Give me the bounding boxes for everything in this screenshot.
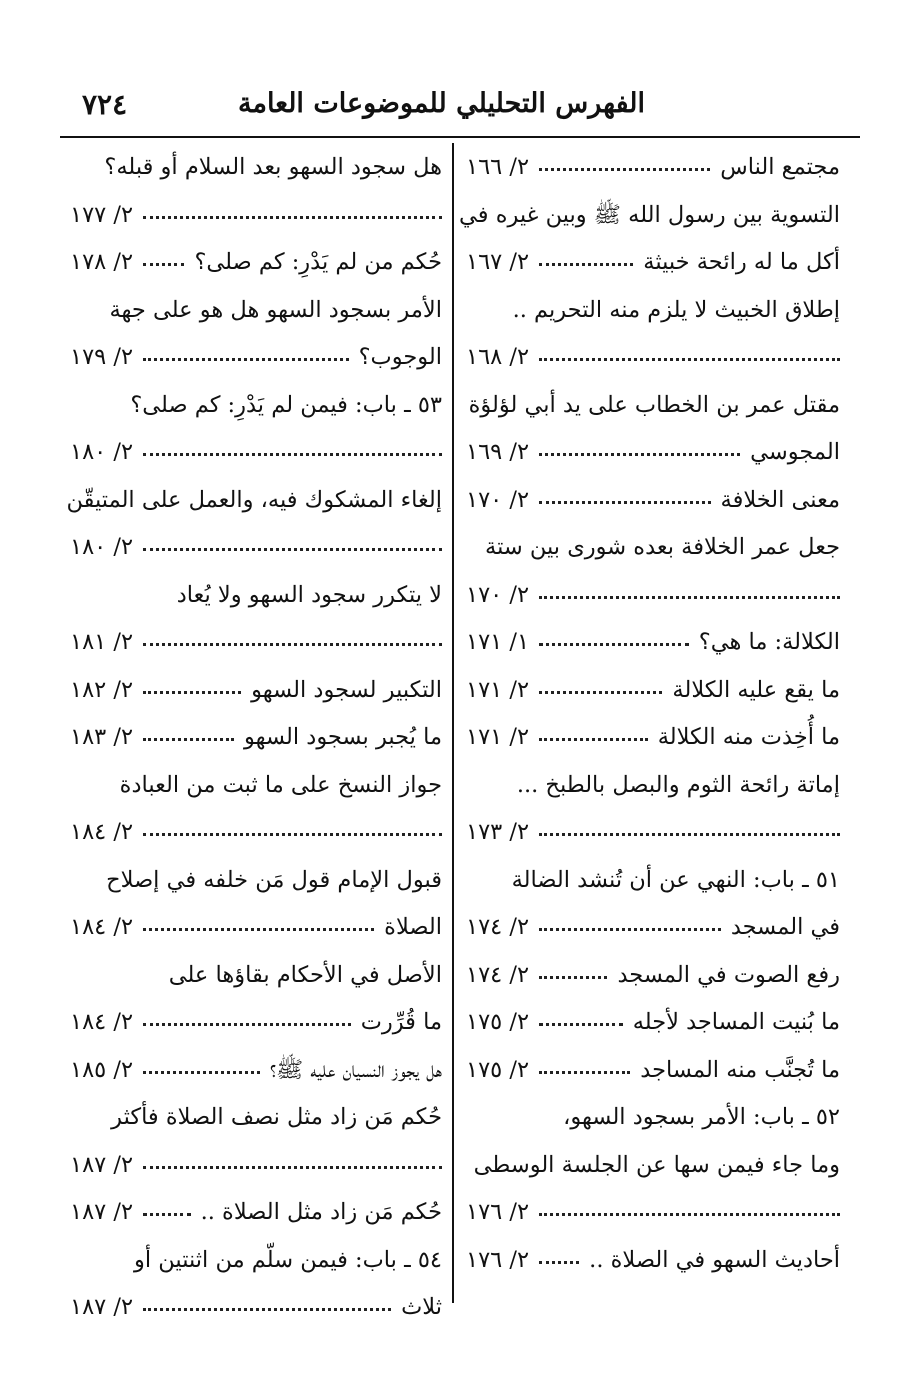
- entry-text: مجتمع الناس: [720, 154, 840, 180]
- index-entry: [462, 1049, 840, 1097]
- entry-page-ref: ٢/ ١٦٦: [466, 154, 530, 180]
- index-entry: [462, 1239, 840, 1287]
- entry-text: الكلالة: ما هي؟: [698, 629, 840, 655]
- leader-dots: [143, 1213, 191, 1216]
- index-entry: [66, 669, 442, 717]
- entry-text: معنى الخلافة: [720, 486, 840, 513]
- leader-dots: [539, 643, 689, 646]
- index-entry: [462, 1001, 840, 1049]
- entry-text: ٥٤ ـ باب: فيمن سلّم من اثنتين أو: [134, 1246, 442, 1273]
- entry-page-ref: ٢/ ١٧٦: [466, 1199, 530, 1225]
- entry-page-ref: ٢/ ١٧٤: [466, 914, 530, 940]
- entry-text: حُكم من لم يَدْرِ: كم صلى؟: [194, 249, 442, 275]
- entry-text: رفع الصوت في المسجد: [617, 961, 840, 988]
- index-entry: [66, 764, 442, 812]
- entry-text: ٥١ ـ باب: النهي عن أن تُنشد الضالة: [511, 866, 840, 893]
- entry-text: ٥٢ ـ باب: الأمر بسجود السهو،: [563, 1104, 840, 1130]
- leader-dots: [143, 643, 442, 646]
- entry-page-ref: ٢/ ١٨٧: [70, 1199, 134, 1225]
- index-entry: [66, 906, 442, 954]
- leader-dots: [539, 263, 633, 266]
- index-entry: [462, 146, 840, 194]
- entry-text: المجوسي: [750, 439, 840, 465]
- header-rule: [60, 136, 860, 138]
- index-entry: [66, 526, 442, 574]
- leader-dots: [143, 548, 442, 551]
- leader-dots: [143, 691, 241, 694]
- leader-dots: [143, 358, 349, 361]
- index-entry: [462, 336, 840, 384]
- index-entry: [462, 384, 840, 432]
- entry-text: ما قُرِّرت: [360, 1009, 442, 1035]
- index-entry: [462, 1096, 840, 1144]
- entry-page-ref: ٢/ ١٧٧: [70, 201, 134, 228]
- entry-text: ما يقع عليه الكلالة: [672, 676, 840, 703]
- leader-dots: [539, 501, 711, 504]
- entry-text: وما جاء فيمن سها عن الجلسة الوسطى: [473, 1151, 840, 1178]
- index-column-left: [66, 146, 442, 1334]
- entry-text: ما يُجبر بسجود السهو: [243, 724, 442, 750]
- leader-dots: [143, 1166, 442, 1169]
- leader-dots: [539, 1261, 579, 1264]
- entry-page-ref: ٢/ ١٨٤: [70, 914, 134, 940]
- index-entry: [66, 1239, 442, 1287]
- entry-page-ref: ٢/ ١٨١: [70, 629, 134, 655]
- index-entry: [462, 764, 840, 812]
- index-entry: [66, 1049, 442, 1097]
- index-entry: [462, 431, 840, 479]
- entry-text: التكبير لسجود السهو: [251, 676, 442, 703]
- entry-text: أحاديث السهو في الصلاة ..: [589, 1246, 840, 1273]
- index-entry: [66, 479, 442, 527]
- entry-page-ref: ٢/ ١٧١: [466, 676, 530, 703]
- index-column-right: [459, 146, 840, 1286]
- page-header: [60, 88, 860, 132]
- entry-page-ref: ٢/ ١٧٠: [466, 581, 530, 608]
- entry-text: ثلاث: [401, 1294, 442, 1320]
- entry-page-ref: ٢/ ١٨٧: [70, 1294, 134, 1320]
- entry-page-ref: ٢/ ١٧٤: [466, 961, 530, 988]
- index-entry: [459, 194, 840, 242]
- index-entry: [66, 336, 442, 384]
- index-entry: [66, 716, 442, 764]
- index-entry: [66, 1096, 442, 1144]
- entry-text: إماتة رائحة الثوم والبصل بالطبخ ...: [516, 771, 840, 798]
- entry-text: قبول الإمام قول مَن خلفه في إصلاح: [106, 866, 442, 893]
- entry-page-ref: ٢/ ١٧٩: [70, 344, 134, 370]
- index-entry: [462, 954, 840, 1002]
- index-entry: [66, 1144, 442, 1192]
- index-entry: [462, 716, 840, 764]
- entry-page-ref: ١/ ١٧١: [466, 629, 530, 655]
- index-entry: [462, 241, 840, 289]
- entry-page-ref: ٢/ ١٨٥: [70, 1056, 134, 1083]
- entry-text: أكل ما له رائحة خبيثة: [643, 249, 840, 275]
- entry-text: جعل عمر الخلافة بعده شورى بين ستة: [485, 534, 840, 560]
- index-entry: [66, 241, 442, 289]
- index-entry: [66, 574, 442, 622]
- index-entry: [66, 859, 442, 907]
- entry-text: التسوية بين رسول الله ﷺ وبين غيره في: [459, 201, 840, 228]
- index-entry: [462, 479, 840, 527]
- entry-text: ٥٣ ـ باب: فيمن لم يَدْرِ: كم صلى؟: [130, 391, 442, 418]
- leader-dots: [143, 216, 442, 219]
- leader-dots: [539, 358, 840, 361]
- leader-dots: [143, 1023, 351, 1026]
- entry-text: الوجوب؟: [358, 344, 442, 370]
- index-entry: [462, 1144, 840, 1192]
- entry-text: هل سجود السهو بعد السلام أو قبله؟: [104, 154, 442, 180]
- leader-dots: [539, 1023, 623, 1026]
- entry-page-ref: ٢/ ١٨٤: [70, 819, 134, 845]
- leader-dots: [539, 976, 607, 979]
- entry-page-ref: ٢/ ١٧٥: [466, 1009, 530, 1035]
- leader-dots: [539, 596, 840, 599]
- entry-page-ref: ٢/ ١٦٩: [466, 439, 530, 465]
- page-title: الفهرس التحليلي للموضوعات العامة: [238, 88, 645, 119]
- entry-text: ما بُنيت المساجد لأجله: [632, 1009, 840, 1035]
- entry-text: الصلاة: [384, 914, 442, 940]
- index-entry: [462, 669, 840, 717]
- entry-page-ref: ٢/ ١٧٨: [70, 249, 134, 275]
- index-entry: [66, 811, 442, 859]
- entry-page-ref: ٢/ ١٨٠: [70, 439, 134, 465]
- entry-text: الأمر بسجود السهو هل هو على جهة: [109, 296, 442, 323]
- index-entry: [66, 289, 442, 337]
- index-entry: [66, 146, 442, 194]
- index-entry: [66, 621, 442, 669]
- entry-page-ref: ٢/ ١٨٢: [70, 676, 134, 703]
- entry-text: في المسجد: [730, 914, 840, 940]
- leader-dots: [539, 168, 710, 171]
- entry-text: إطلاق الخبيث لا يلزم منه التحريم ..: [512, 296, 840, 323]
- leader-dots: [143, 738, 234, 741]
- index-entry: [462, 526, 840, 574]
- entry-text: هل يجوز النسيان عليه ﷺ؟: [269, 1056, 442, 1083]
- index-entry: [462, 289, 840, 337]
- page-number: ٧٢٤: [82, 88, 128, 121]
- leader-dots: [143, 263, 184, 266]
- entry-page-ref: ٢/ ١٧٣: [466, 819, 530, 845]
- leader-dots: [143, 1308, 391, 1311]
- entry-text: إلغاء المشكوك فيه، والعمل على المتيقّن: [66, 486, 442, 513]
- leader-dots: [539, 691, 662, 694]
- index-entry: [462, 811, 840, 859]
- entry-text: جواز النسخ على ما ثبت من العبادة: [119, 771, 442, 798]
- index-entry: [66, 954, 442, 1002]
- entry-text: مقتل عمر بن الخطاب على يد أبي لؤلؤة: [468, 391, 840, 418]
- index-entry: [66, 194, 442, 242]
- index-entry: [66, 384, 442, 432]
- index-entry: [462, 859, 840, 907]
- entry-page-ref: ٢/ ١٧٦: [466, 1246, 530, 1273]
- entry-text: ما أُخِذت منه الكلالة: [657, 724, 840, 750]
- leader-dots: [539, 928, 721, 931]
- column-divider: [452, 143, 454, 1303]
- entry-page-ref: ٢/ ١٨٧: [70, 1151, 134, 1178]
- entry-page-ref: ٢/ ١٨٤: [70, 1009, 134, 1035]
- leader-dots: [539, 1071, 630, 1074]
- entry-page-ref: ٢/ ١٦٨: [466, 344, 530, 370]
- leader-dots: [143, 928, 374, 931]
- entry-page-ref: ٢/ ١٨٣: [70, 724, 134, 750]
- entry-text: حُكم مَن زاد مثل نصف الصلاة فأكثر: [111, 1104, 442, 1130]
- entry-text: الأصل في الأحكام بقاؤها على: [168, 961, 442, 988]
- entry-text: حُكم مَن زاد مثل الصلاة ..: [200, 1199, 442, 1225]
- leader-dots: [539, 833, 840, 836]
- entry-page-ref: ٢/ ١٧٥: [466, 1056, 530, 1083]
- leader-dots: [539, 738, 648, 741]
- index-entry: [462, 574, 840, 622]
- leader-dots: [143, 1071, 260, 1074]
- index-entry: [462, 906, 840, 954]
- index-entry: [66, 1191, 442, 1239]
- index-entry: [462, 621, 840, 669]
- entry-text: لا يتكرر سجود السهو ولا يُعاد: [176, 581, 442, 608]
- entry-page-ref: ٢/ ١٨٠: [70, 534, 134, 560]
- index-entry: [462, 1191, 840, 1239]
- entry-text: ما تُجنَّب منه المساجد: [640, 1056, 840, 1083]
- leader-dots: [143, 833, 442, 836]
- index-entry: [66, 1001, 442, 1049]
- leader-dots: [143, 453, 442, 456]
- entry-page-ref: ٢/ ١٧٠: [466, 486, 530, 513]
- entry-page-ref: ٢/ ١٦٧: [466, 249, 530, 275]
- entry-page-ref: ٢/ ١٧١: [466, 724, 530, 750]
- index-entry: [66, 431, 442, 479]
- index-entry: [66, 1286, 442, 1334]
- leader-dots: [539, 1213, 840, 1216]
- leader-dots: [539, 453, 740, 456]
